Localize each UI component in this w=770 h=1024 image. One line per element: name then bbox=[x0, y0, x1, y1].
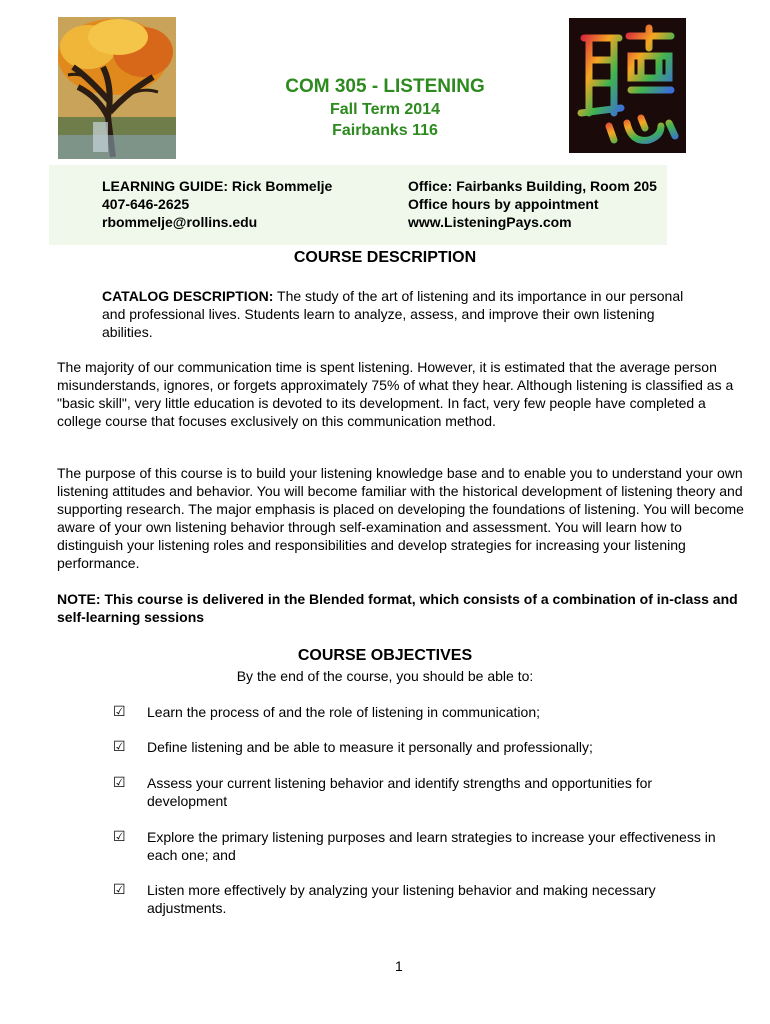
instructor-email: rbommelje@rollins.edu bbox=[102, 214, 258, 230]
checkbox-icon: ☑ bbox=[113, 828, 126, 844]
website: www.ListeningPays.com bbox=[408, 214, 572, 230]
office-location: Office: Fairbanks Building, Room 205 bbox=[408, 178, 657, 194]
checkbox-icon: ☑ bbox=[113, 881, 126, 897]
checkbox-icon: ☑ bbox=[113, 774, 126, 790]
office-hours: Office hours by appointment bbox=[408, 196, 599, 212]
course-description-heading: COURSE DESCRIPTION bbox=[293, 249, 477, 266]
objectives-intro: By the end of the course, you should be able to: bbox=[236, 668, 534, 684]
instructor-name: LEARNING GUIDE: Rick Bommelje bbox=[102, 178, 333, 194]
course-title: COM 305 - LISTENING bbox=[285, 76, 485, 97]
catalog-description bbox=[102, 287, 702, 341]
blended-format-note: NOTE: This course is delivered in the Blended format, which consists of a combination of in-class and self-learning sessions bbox=[57, 591, 738, 625]
catalog-text: The study of the art of listening and its importance in our personal and professional lives. Students learn to analyze, assess, and improve their own listening abilities. bbox=[102, 288, 684, 340]
objective-item: Listen more effectively by analyzing your listening behavior and making necessary adjustments. bbox=[147, 882, 656, 916]
instructor-contact bbox=[102, 177, 332, 231]
catalog-label: CATALOG DESCRIPTION: bbox=[102, 288, 274, 304]
page-number: 1 bbox=[395, 958, 403, 974]
instructor-phone: 407-646-2625 bbox=[102, 196, 190, 212]
objective-item: Learn the process of and the role of listening in communication; bbox=[147, 704, 541, 720]
term-label: Fall Term 2014 bbox=[330, 101, 440, 118]
objective-item: Explore the primary listening purposes and learn strategies to increase your effectiveness in each one; and bbox=[147, 829, 716, 863]
description-paragraph-2: The purpose of this course is to build your listening knowledge base and to enable you to understand your own listening attitudes and behavior. You will become familiar with the historical development of listening theory and supporting research. The major emphasis is placed on developing the foundations of listening. You will become aware of your own listening behavior through self-examination and assessment. You will learn how to distinguish your listening roles and responsibilities and develop strategies for increasing your listening performance. bbox=[57, 465, 744, 571]
course-objectives-heading: COURSE OBJECTIVES bbox=[297, 647, 473, 664]
description-paragraph-1: The majority of our communication time is spent listening. However, it is estimated that the average person misunderstands, ignores, or forgets approximately 75% of what they hear. Although listening is classified as a "basic skill", very little education is devoted to its development. In fact, very few people have completed a college course that focuses exclusively on this communication method. bbox=[57, 359, 734, 429]
objective-item: Assess your current listening behavior and identify strengths and opportunities for development bbox=[147, 775, 653, 809]
room-label: Fairbanks 116 bbox=[332, 122, 438, 139]
objective-item: Define listening and be able to measure it personally and professionally; bbox=[147, 739, 593, 755]
checkbox-icon: ☑ bbox=[113, 703, 126, 719]
office-info bbox=[408, 177, 657, 231]
checkbox-icon: ☑ bbox=[113, 738, 126, 754]
